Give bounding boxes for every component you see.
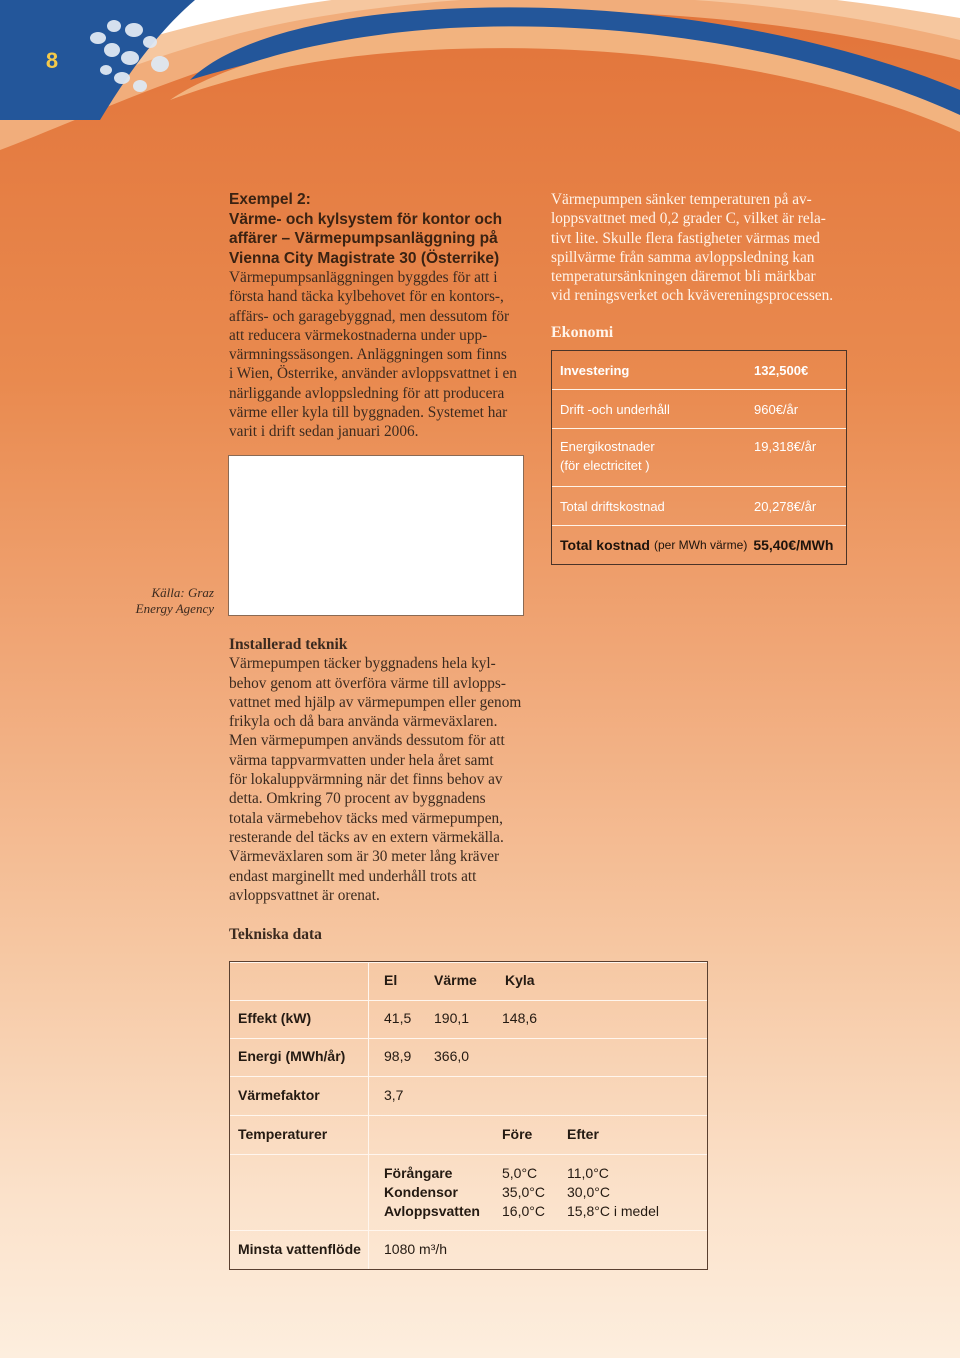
cell-value: 190,1 <box>434 1010 470 1026</box>
heading-line: Vienna City Magistrate 30 (Österrike) <box>229 249 500 267</box>
col-header-el: El <box>384 972 398 988</box>
economy-label-line: (för electricitet ) <box>560 458 650 473</box>
col-header-kyla: Kyla <box>505 972 535 988</box>
page-number: 8 <box>45 48 59 73</box>
temp-efter: 15,8°C i medel <box>567 1203 659 1219</box>
total-cost-value: 55,40€/MWh <box>753 537 834 553</box>
economy-value: 20,278€/år <box>754 498 817 514</box>
tech-row-varmefaktor <box>230 1076 707 1116</box>
text-line: första hand täcka kylbehovet för en kontors-, <box>229 288 504 306</box>
temp-name: Kondensor <box>384 1184 458 1200</box>
total-cost-label: Total kostnad <box>560 537 650 553</box>
economy-value: 19,318€/år <box>754 439 817 454</box>
installed-heading: Installerad teknik <box>229 636 348 653</box>
text-line: avloppsvattnet är orenat. <box>229 886 380 904</box>
row-label: Värmefaktor <box>238 1087 320 1103</box>
text-line: vattnet med hjälp av värmepumpen eller genom <box>229 693 522 711</box>
tech-row-temp-values <box>230 1154 707 1231</box>
row-label: Minsta vattenflöde <box>238 1241 361 1257</box>
tech-row-effekt <box>230 1000 707 1039</box>
tech-heading: Tekniska data <box>229 926 322 943</box>
photo-caption <box>100 585 214 617</box>
economy-row-total-operating <box>552 486 846 525</box>
economy-row-maintenance <box>552 389 846 428</box>
tech-row-temperaturer <box>230 1115 707 1155</box>
temp-name: Förångare <box>384 1165 453 1181</box>
cell-value: 148,6 <box>502 1010 538 1026</box>
text-line: Värmepumpsanläggningen byggdes för att i <box>229 269 498 286</box>
cell-value: 41,5 <box>384 1010 412 1026</box>
text-line: värme eller kyla till byggnaden. Systemet har <box>229 404 508 422</box>
economy-value: 960€/år <box>754 401 799 417</box>
installed-paragraph <box>229 654 539 905</box>
text-line: frikyla och då bara använda värmeväxlaren. <box>229 713 498 731</box>
temp-fore: 35,0°C <box>502 1184 545 1200</box>
economy-label <box>560 437 754 475</box>
text-line: affärs- och garagebyggnad, men dessutom för <box>229 307 510 325</box>
example-section <box>229 190 529 442</box>
total-cost-note: (per MWh värme) <box>653 538 748 552</box>
tech-row-energi <box>230 1038 707 1077</box>
economy-value: 132,500€ <box>754 362 809 378</box>
right-intro <box>551 190 861 306</box>
text-line: tivt lite. Skulle flera fastigheter värmas med <box>551 229 820 247</box>
text-line: för lokaluppvärmning när det finns behov av <box>229 771 503 789</box>
text-line: värmningssäsongen. Anläggningen som finns <box>229 346 507 364</box>
cell-value: 3,7 <box>384 1087 404 1103</box>
installed-section <box>229 635 539 905</box>
text-line: Värmeväxlaren som är 30 meter lång kräver <box>229 848 500 866</box>
text-line: totala värmebehov täcks med värmepumpen, <box>229 809 503 827</box>
row-label: Effekt (kW) <box>238 1010 312 1026</box>
temp-fore: 5,0°C <box>502 1165 538 1181</box>
caption-line: Energy Agency <box>135 601 214 616</box>
tech-row-flow <box>230 1230 707 1270</box>
row-label: Energi (MWh/år) <box>238 1048 346 1064</box>
heading-line: Värme- och kylsystem för kontor och <box>229 210 503 228</box>
text-line: temperatursänkningen däremot bli märkbar <box>551 268 816 286</box>
text-line: behov genom att överföra värme till avlopps- <box>229 674 506 692</box>
text-line: Värmepumpen täcker byggnadens hela kyl- <box>229 655 496 673</box>
row-label: Temperaturer <box>238 1126 328 1142</box>
header-decoration <box>0 0 960 170</box>
temp-efter: 30,0°C <box>567 1184 610 1200</box>
text-line: loppsvattnet med 0,2 grader C, vilket är rela- <box>551 210 826 228</box>
text-line: spillvärme från samma avloppsledning kan <box>551 248 815 266</box>
heading-line: affärer – Värmepumpsanläggning på <box>229 230 498 247</box>
example-paragraph <box>229 268 529 442</box>
text-line: resterande del täcks av en extern värmekälla. <box>229 828 504 846</box>
caption-line: Källa: Graz <box>151 585 214 600</box>
col-header-fore: Före <box>502 1126 533 1142</box>
text-line: i Wien, Österrike, använder avloppsvattnet i en <box>229 365 517 383</box>
example-heading <box>229 190 529 268</box>
economy-label: Total driftskostnad <box>560 498 665 514</box>
text-line: värma tappvarmvatten under hela året samt <box>229 751 494 769</box>
economy-label-line: Energikostnader <box>560 439 655 454</box>
text-line: att reducera värmekostnaderna under upp- <box>229 326 488 344</box>
economy-label: Investering <box>560 362 630 378</box>
text-line: vid reningsverket och kvävereningsprocessen. <box>551 287 834 305</box>
cell-value: 98,9 <box>384 1048 412 1064</box>
heading-line: Exempel 2: <box>229 191 311 208</box>
economy-table <box>551 350 847 565</box>
economy-row-investment <box>552 351 846 389</box>
economy-title: Ekonomi <box>551 324 614 341</box>
text-line: varit i drift sedan januari 2006. <box>229 423 419 441</box>
photo-placeholder <box>228 455 524 616</box>
col-header-varme: Värme <box>434 972 477 988</box>
col-header-efter: Efter <box>567 1126 599 1142</box>
text-line: endast marginellt med underhåll trots att <box>229 867 477 885</box>
economy-label: Drift -och underhåll <box>560 401 670 417</box>
economy-row-energy <box>552 428 846 486</box>
temp-name: Avloppsvatten <box>384 1203 480 1219</box>
temp-fore: 16,0°C <box>502 1203 545 1219</box>
text-line: Värmepumpen sänker temperaturen på av- <box>551 191 812 208</box>
tech-table <box>229 961 708 1270</box>
economy-row-total-cost <box>552 525 846 564</box>
text-line: Men värmepumpen används dessutom för att <box>229 732 505 750</box>
cell-value: 366,0 <box>434 1048 470 1064</box>
temp-efter: 11,0°C <box>567 1165 609 1181</box>
tech-row-header <box>230 962 707 1001</box>
text-line: närliggande avloppsledning för att producera <box>229 384 505 402</box>
text-line: detta. Omkring 70 procent av byggnadens <box>229 790 486 808</box>
cell-value: 1080 m³/h <box>384 1241 448 1257</box>
